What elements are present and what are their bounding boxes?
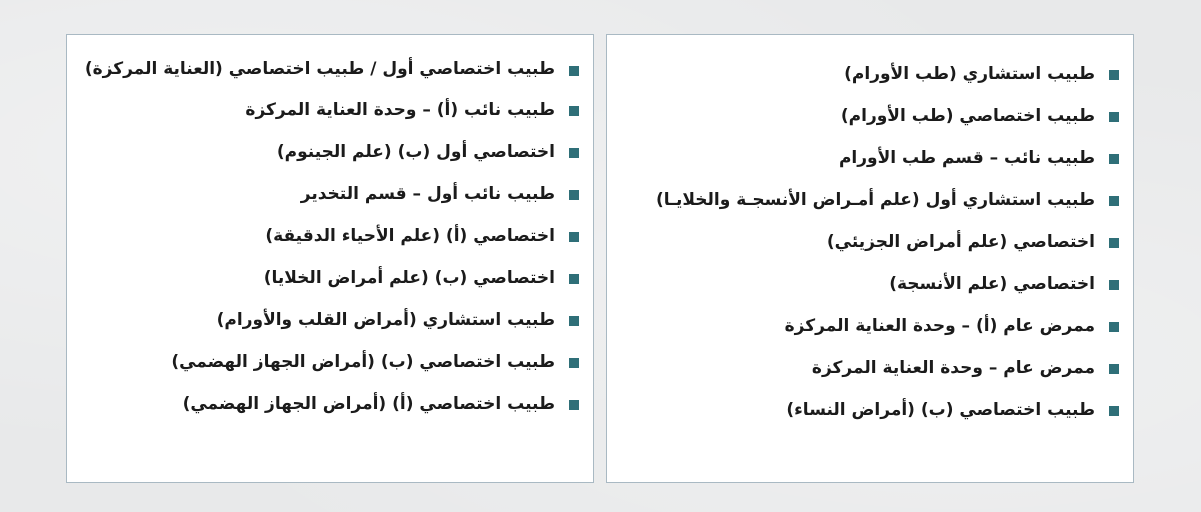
list-item xyxy=(617,263,1119,305)
job-title: طبيب استشاري أول (علم أمـراض الأنسجـة والخلايـا) xyxy=(656,190,1095,210)
job-title: طبيب اختصاصي (أ) (أمراض الجهاز الهضمي) xyxy=(182,394,555,414)
job-title: ممرض عام (أ) – وحدة العناية المركزة xyxy=(784,316,1095,336)
list-item xyxy=(617,95,1119,137)
square-bullet-icon xyxy=(569,148,579,158)
left-job-list xyxy=(67,35,593,425)
square-bullet-icon xyxy=(1109,322,1119,332)
square-bullet-icon xyxy=(1109,364,1119,374)
job-title: طبيب استشاري (طب الأورام) xyxy=(844,64,1095,84)
list-item xyxy=(617,347,1119,389)
square-bullet-icon xyxy=(569,232,579,242)
square-bullet-icon xyxy=(1109,406,1119,416)
list-item xyxy=(617,305,1119,347)
right-job-list xyxy=(607,35,1133,431)
list-item xyxy=(77,215,579,257)
square-bullet-icon xyxy=(1109,280,1119,290)
square-bullet-icon xyxy=(569,190,579,200)
job-title: طبيب نائب أول – قسم التخدير xyxy=(300,184,555,204)
job-title: طبيب اختصاصي (طب الأورام) xyxy=(840,106,1095,126)
job-title: اختصاصي (ب) (علم أمراض الخلايا) xyxy=(263,268,555,288)
job-title: اختصاصي (علم الأنسجة) xyxy=(889,274,1095,294)
job-title: طبيب اختصاصي (ب) (أمراض النساء) xyxy=(786,400,1095,420)
job-title: طبيب نائب (أ) – وحدة العناية المركزة xyxy=(245,100,555,120)
list-item xyxy=(617,137,1119,179)
list-item xyxy=(77,173,579,215)
square-bullet-icon xyxy=(569,274,579,284)
list-item xyxy=(77,341,579,383)
list-item xyxy=(77,131,579,173)
list-item xyxy=(77,49,579,89)
square-bullet-icon xyxy=(1109,70,1119,80)
square-bullet-icon xyxy=(1109,196,1119,206)
square-bullet-icon xyxy=(569,316,579,326)
job-title: اختصاصي (أ) (علم الأحياء الدقيقة) xyxy=(265,226,555,246)
list-item xyxy=(77,257,579,299)
square-bullet-icon xyxy=(1109,112,1119,122)
job-title: اختصاصي أول (ب) (علم الجينوم) xyxy=(276,142,555,162)
list-item xyxy=(617,221,1119,263)
job-title: ممرض عام – وحدة العناية المركزة xyxy=(811,358,1095,378)
list-item xyxy=(77,299,579,341)
list-item xyxy=(617,389,1119,431)
left-job-list-card xyxy=(66,34,594,483)
square-bullet-icon xyxy=(1109,154,1119,164)
job-title: طبيب اختصاصي أول / طبيب اختصاصي (العناية المركزة) xyxy=(84,59,555,79)
job-title: طبيب اختصاصي (ب) (أمراض الجهاز الهضمي) xyxy=(171,352,555,372)
job-title: طبيب نائب – قسم طب الأورام xyxy=(838,148,1095,168)
square-bullet-icon xyxy=(569,106,579,116)
job-title: طبيب استشاري (أمراض القلب والأورام) xyxy=(216,310,555,330)
list-item xyxy=(617,53,1119,95)
job-title: اختصاصي (علم أمراض الجزيئي) xyxy=(826,232,1095,252)
square-bullet-icon xyxy=(569,66,579,76)
right-job-list-card xyxy=(606,34,1134,483)
list-item xyxy=(617,179,1119,221)
list-item xyxy=(77,383,579,425)
square-bullet-icon xyxy=(1109,238,1119,248)
square-bullet-icon xyxy=(569,400,579,410)
list-item xyxy=(77,89,579,131)
square-bullet-icon xyxy=(569,358,579,368)
